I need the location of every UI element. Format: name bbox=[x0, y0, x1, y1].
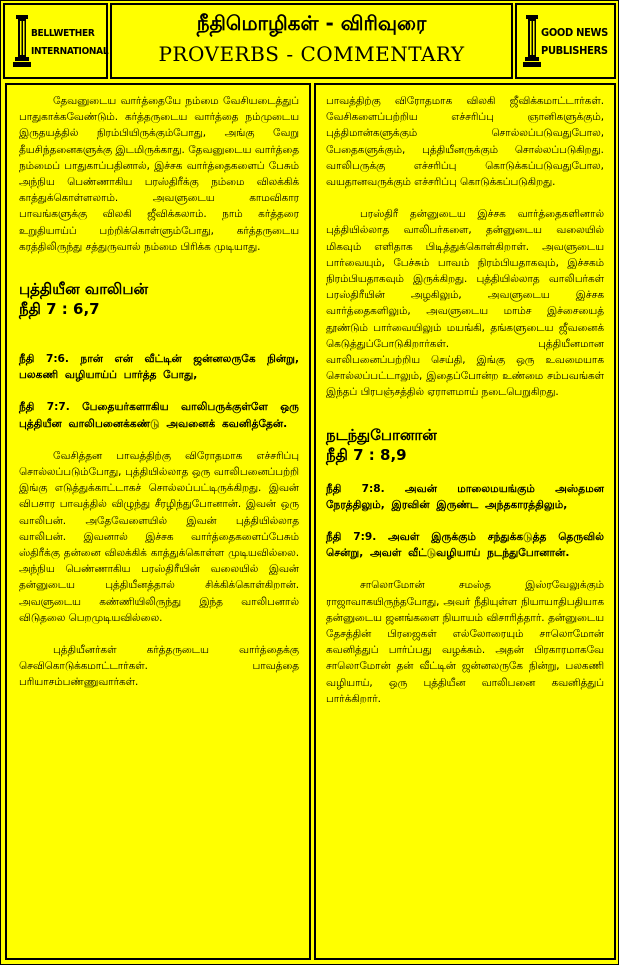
logo-line-1: GOOD NEWS bbox=[541, 26, 608, 39]
paragraph: பாவத்திற்கு விரோதமாக விலகி ஜீவிக்கமாட்டார்கள். வேசிகளைப்பற்றிய எச்சரிப்பு ஞானிகளுக்கும், புத்திமான்களுக்கும் சொல்லப்படுவதுபோல, பேதைகளுக்கும், புத்தியீனருக்கும் சொல்லப்படுகிறது. வாலிபருக்கு எச்சரிப்பு கொடுக்கப்படுவதுபோல, வயதானவருக்கும் எச்சரிப்பு கொடுக்கப்படுகிறது. bbox=[326, 95, 604, 189]
page-title-tamil: நீதிமொழிகள் - விரிவுரை bbox=[196, 11, 427, 35]
good-news-logo-box bbox=[515, 3, 616, 79]
page-title-english: PROVERBS - COMMENTARY bbox=[158, 42, 465, 66]
verse-text: நீதி 7:8. அவன் மாலைமயங்கும் அஸ்தமன நேரத்திலும், இரவின் இருண்ட அந்தகாரத்திலும், bbox=[326, 482, 604, 511]
paragraph: தேவனுடைய வார்த்தையே நம்மை வேசியடைத்துப் பாதுகாக்கவேண்டும். கர்த்தருடைய வார்த்தை நம்முடைய இருதயத்தில் நிரம்பியிருக்கும்போது, அங்கு வேறு தீயசிந்தனைகளுக்கு இடமிருக்காது. தேவனுடைய வார்த்தை நம்மைப் பாதுகாப்பதினால், இச்சக வார்த்தைகளைப் பேசும் அந்நிய பெண்ணாகிய பரஸ்திரீக்கு நம்மை விலக்கிக் காத்துக்கொள்ளலாம். அவளுடைய காமவிகார பாவங்களுக்கு விலகி ஜீவிக்கலாம். நாம் கர்த்தரை உறுதியாய்ப் பற்றிக்கொள்ளும்போது, கர்த்தருடைய கரத்திலிருந்து சத்துருவால் நம்மை பிரிக்க முடியாது. bbox=[19, 95, 299, 253]
verse-text: நீதி 7:7. பேதையர்களாகிய வாலிபருக்குள்ளே ஒரு புத்தியீன வாலிபனைக்கண்டு அவனைக் கவனித்தேன். bbox=[19, 401, 299, 430]
verse-text: நீதி 7:9. அவள் இருக்கும் சந்துக்கடுத்த தெருவில் சென்று, அவள் வீட்டுவழியாய் நடந்துபோனான். bbox=[326, 531, 604, 560]
paragraph: வேசித்தன பாவத்திற்கு விரோதமாக எச்சரிப்பு சொல்லப்படும்போது, புத்தியில்லாத ஒரு வாலிபனைப்பற்றி இங்கு எடுத்துக்காட்டாகச் சொல்லப்பட்டிருக்கிறது. இவன் விபசார பாவத்தில் விழுந்து சீரழிந்துபோனான். இவன் ஒரு வாலிபன். அதேவேளையில் இவன் புத்தியில்லாத வாலிபன். இவனால் இச்சக வார்த்தைகளைப்பேசும் ஸ்திரீக்கு தன்னை விலக்கிக் காத்துக்கொள்ள முடியவில்லை. அந்நிய பெண்ணாகிய பரஸ்திரீயின் வலையில் இவன் தன்னுடைய புத்தியீனத்தால் சிக்கிக்கொள்கிறான். அவளுடைய கண்ணியிலிருந்து இந்த வாலிபனால் விடுதலை பெறமுடியவில்லை. bbox=[19, 449, 299, 624]
paragraph: சாலொமோன் சமஸ்த இஸ்ரவேலுக்கும் ராஜாவாகயிருந்தபோது, அவர் நீதியுள்ள நியாயாதிபதியாக தன்னுடைய ஜனங்களை நியாயம் விசாரித்தார். தன்னுடைய தேசத்தின் பிரஜைகள் எல்லோரையும் சாலொமோன் கவனித்துப் பார்ப்பது வழக்கம். அதன் பிரகாரமாகவே சாலொமோன் தன் வீட்டின் ஜன்னலருகே நின்று, பலகணி வழியாய், ஒரு புத்தியீன வாலிபனை கவனித்துப் பார்க்கிறார். bbox=[326, 579, 604, 705]
right-column bbox=[314, 83, 616, 960]
good-news-logo bbox=[521, 13, 611, 69]
header bbox=[3, 3, 616, 79]
section-reference: நீதி 7 : 8,9 bbox=[326, 445, 407, 464]
paragraph: புத்தியீனர்கள் கர்த்தருடைய வார்த்தைக்கு செவிகொடுக்கமாட்டார்கள். பாவத்தை பரியாசம்பண்ணுவார்கள். bbox=[19, 644, 299, 689]
paragraph: பரஸ்திரீ தன்னுடைய இச்சக வார்த்தைகளினால் புத்தியில்லாத வாலிபர்களை, தன்னுடைய வலையில் மிகவும் எளிதாக பிடித்துக்கொள்கிறாள். அவளுடைய பார்வையும், பேச்சும் பாவம் நிரம்பியதாகவும், இச்சகம் நிரம்பியதாகவும் இருக்கிறது. புத்தியில்லாத வாலிபர்கள் பரஸ்திரீயின் அழகிலும், அவளுடைய இச்சக வார்த்தைகளிலும், அவளுடைய மாம்ச இச்சையைத் தூண்டும் பார்வையிலும் மயங்கி, தங்களுடைய ஜீவனைக் கெடுத்துப்போடுகிறார்கள். புத்தியீனமான வாலிபனைப்பற்றிய செய்தி, இங்கு ஒரு உவமையாக சொல்லப்பட்டாலும், இதைப்போன்ற உண்மை சம்பவங்கள் இந்தப் பிரபஞ்சத்தில் ஏராளமாய் நடைபெறுகிறது. bbox=[326, 208, 604, 399]
bellwether-logo-box bbox=[3, 3, 108, 79]
left-column bbox=[5, 83, 311, 960]
title-box bbox=[110, 3, 513, 79]
section-title: நடந்துபோனான் bbox=[326, 425, 437, 444]
verse-text: நீதி 7:6. நான் என் வீட்டின் ஜன்னலருகே நின்று, பலகணி வழியாய்ப் பார்த்த போது, bbox=[19, 353, 299, 382]
pillar-icon bbox=[13, 15, 31, 67]
logo-line-2: INTERNATIONAL bbox=[31, 46, 109, 57]
logo-line-2: PUBLISHERS bbox=[541, 44, 608, 57]
section-reference: நீதி 7 : 6,7 bbox=[19, 300, 100, 319]
section-title: புத்தியீன வாலிபன் bbox=[19, 280, 149, 299]
pillar-icon bbox=[523, 15, 541, 67]
bellwether-logo bbox=[9, 13, 109, 69]
logo-line-1: BELLWETHER bbox=[31, 28, 95, 39]
